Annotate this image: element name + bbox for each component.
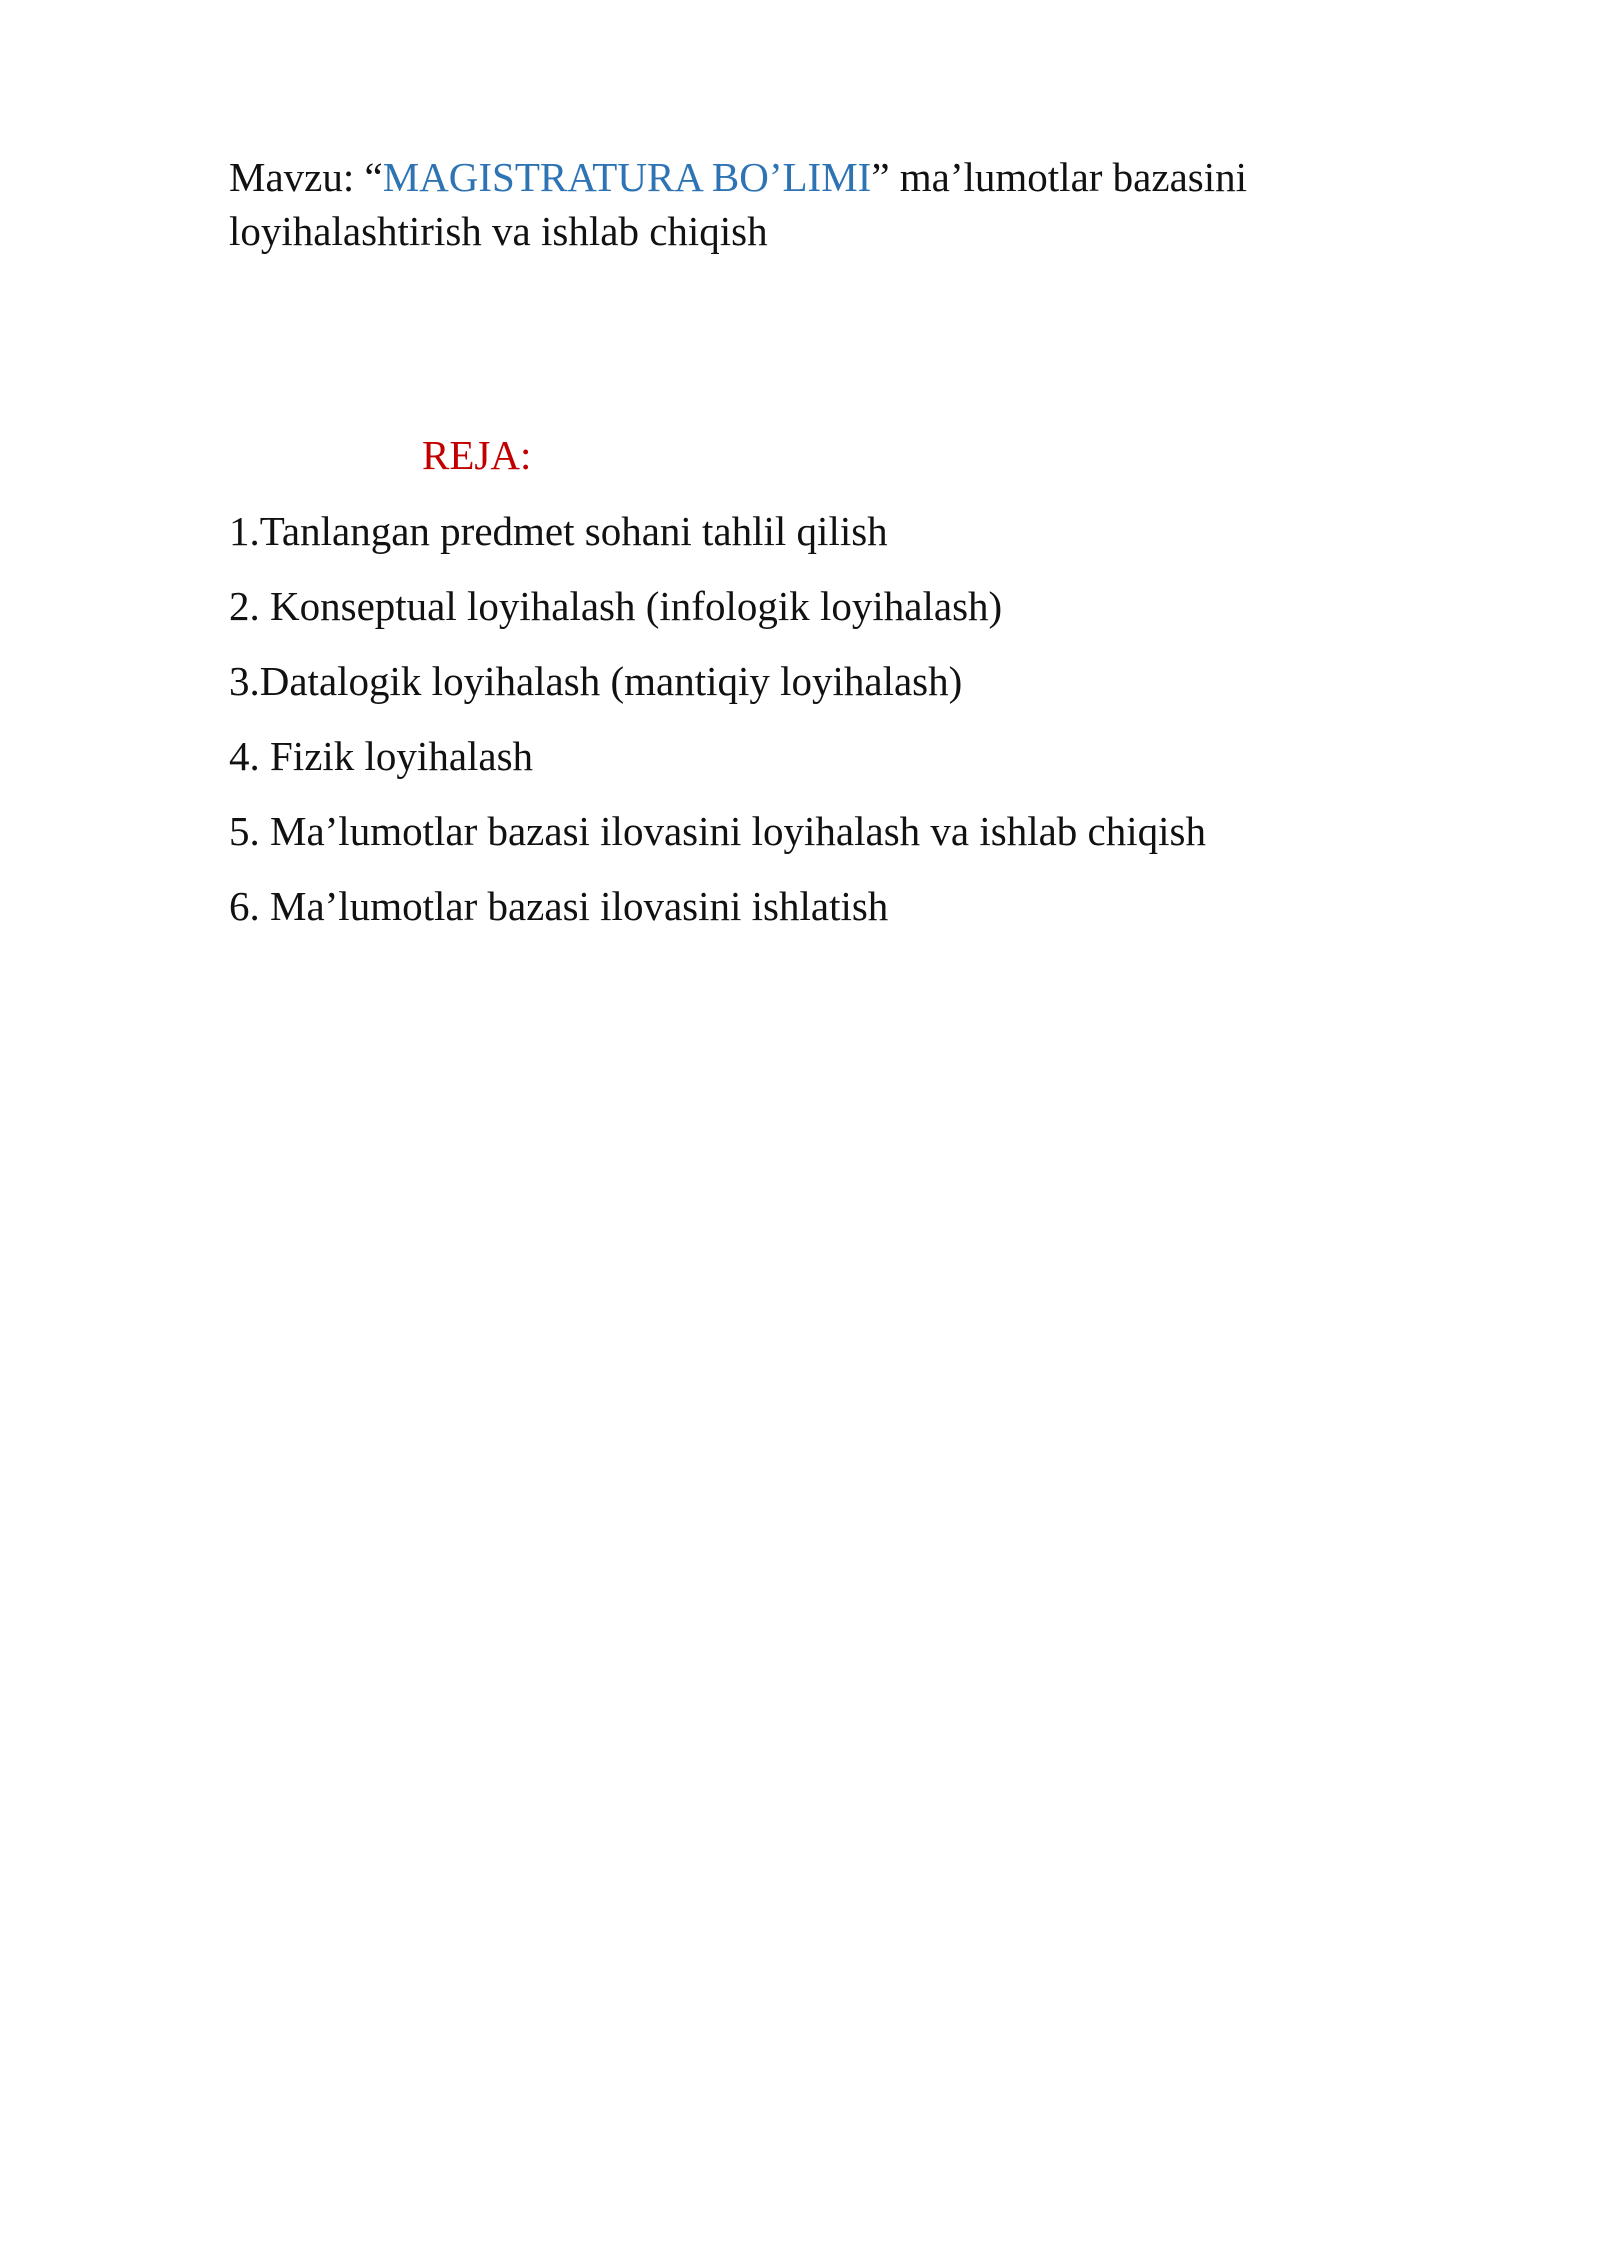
title-suffix: ” ma’lumotlar bazasini loyihalashtirish va ishlab chiqish <box>229 154 1247 254</box>
plan-item: 5. Ma’lumotlar bazasi ilovasini loyihalash va ishlab chiqish <box>229 808 1206 854</box>
plan-list <box>229 504 1206 954</box>
plan-heading: REJA: <box>422 432 532 478</box>
title-highlight: MAGISTRATURA BO’LIMI <box>382 154 872 200</box>
plan-item: 1.Tanlangan predmet sohani tahlil qilish <box>229 508 888 554</box>
plan-item: 6. Ma’lumotlar bazasi ilovasini ishlatish <box>229 883 889 929</box>
title-prefix: Mavzu: “ <box>229 154 383 200</box>
plan-item: 3.Datalogik loyihalash (mantiqiy loyihalash) <box>229 658 963 704</box>
plan-item: 4. Fizik loyihalash <box>229 733 534 779</box>
plan-item: 2. Konseptual loyihalash (infologik loyihalash) <box>229 583 1003 629</box>
document-title <box>229 150 1409 258</box>
